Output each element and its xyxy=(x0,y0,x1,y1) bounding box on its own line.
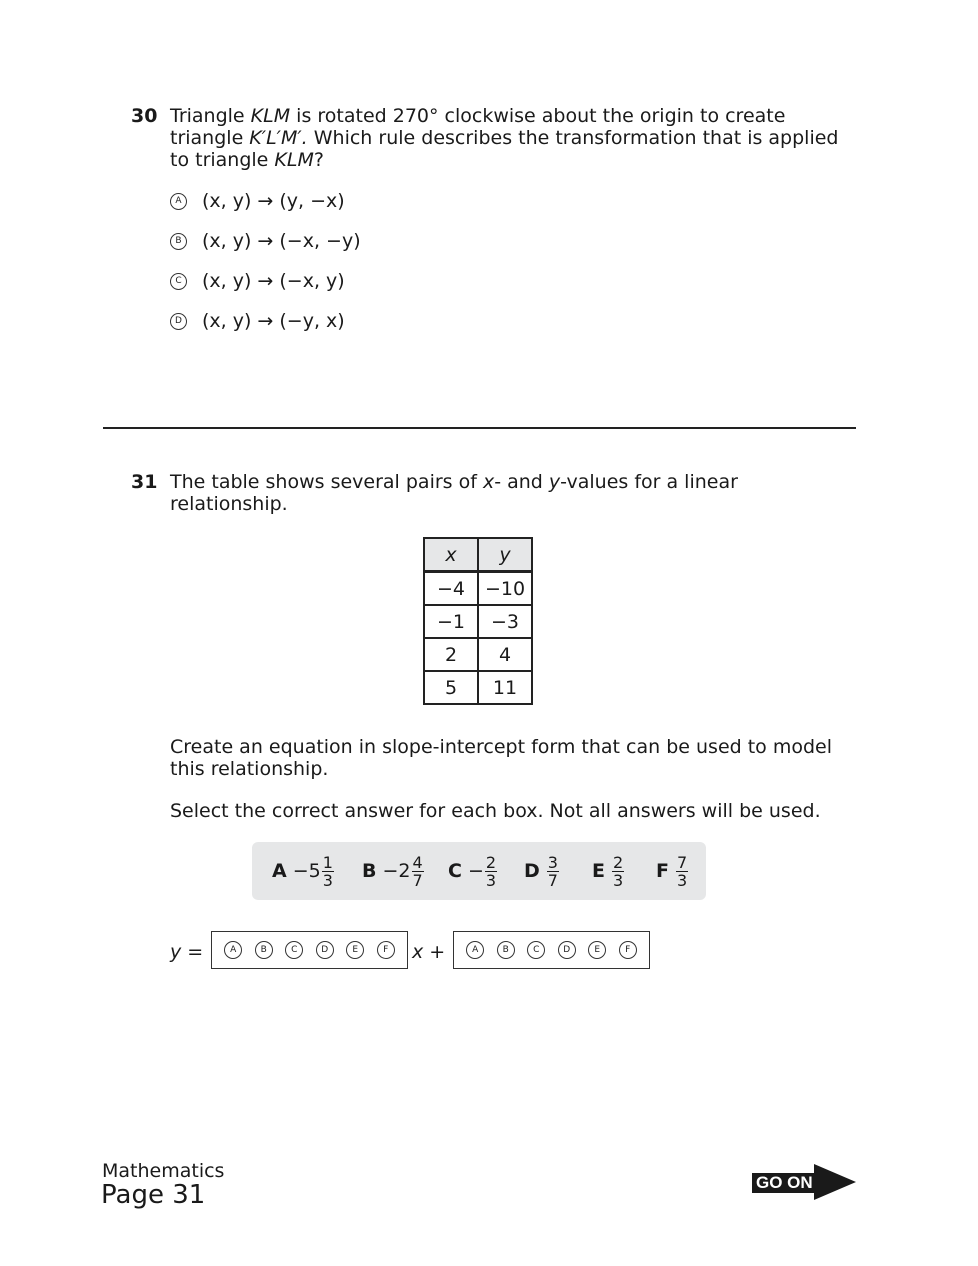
table-row xyxy=(424,638,532,671)
fraction-numerator: 3 xyxy=(547,852,558,872)
table-cell: 4 xyxy=(478,638,532,671)
stem-text: -values for a linear relationship. xyxy=(170,471,738,515)
option-text: (x, y) → (−x, y) xyxy=(202,270,345,292)
footer-subject: Mathematics xyxy=(102,1160,225,1182)
slope-bubble-d[interactable]: D xyxy=(316,941,334,959)
section-divider xyxy=(103,427,856,429)
choice-whole: 5 xyxy=(308,860,321,882)
table-cell: −4 xyxy=(424,572,478,606)
intercept-bubble-e[interactable]: E xyxy=(588,941,606,959)
option-b[interactable] xyxy=(170,229,361,253)
choice-fraction xyxy=(485,854,497,889)
question-stem xyxy=(170,471,861,515)
table-cell: −3 xyxy=(478,605,532,638)
intercept-bubble-d[interactable]: D xyxy=(558,941,576,959)
plus-sign: + xyxy=(423,941,446,963)
option-bubble[interactable]: C xyxy=(170,273,187,290)
question-30 xyxy=(131,105,861,332)
choice-label: A xyxy=(272,860,287,882)
fraction-denominator: 3 xyxy=(612,870,624,890)
intercept-answer-box[interactable] xyxy=(453,931,650,969)
stem-text: Which rule describes the transformation that is applied to triangle xyxy=(170,127,839,171)
intercept-bubble-c[interactable]: C xyxy=(527,941,545,959)
table-header-y: y xyxy=(478,538,532,572)
equation-variable: x xyxy=(412,941,424,963)
equals-sign: = xyxy=(181,941,204,963)
stem-text: The table shows several pairs of xyxy=(170,471,483,493)
choice-label: C xyxy=(448,860,462,882)
slope-bubble-a[interactable]: A xyxy=(224,941,242,959)
answer-bank xyxy=(252,842,706,900)
table-cell: −10 xyxy=(478,572,532,606)
choice-whole: 2 xyxy=(398,860,411,882)
option-text: (x, y) → (−y, x) xyxy=(202,310,345,332)
choice-fraction xyxy=(676,854,688,889)
slope-bubble-f[interactable]: F xyxy=(377,941,395,959)
stem-text: Triangle xyxy=(170,105,251,127)
stem-text: ? xyxy=(313,149,324,171)
table-cell: 11 xyxy=(478,671,532,704)
fraction-numerator: 7 xyxy=(676,852,688,872)
option-bubble[interactable]: A xyxy=(170,193,187,210)
answer-choice-a xyxy=(272,852,334,890)
question-number: 30 xyxy=(131,105,158,127)
table-row xyxy=(424,572,532,606)
option-text: (x, y) → (y, −x) xyxy=(202,190,345,212)
slope-bubble-c[interactable]: C xyxy=(285,941,303,959)
option-bubble[interactable]: B xyxy=(170,233,187,250)
equation-variable: y xyxy=(170,941,182,963)
stem-text: K′L′M′. xyxy=(249,127,308,149)
choice-sign: − xyxy=(467,860,484,882)
instruction-select: Select the correct answer for each box. Not all answers will be used. xyxy=(170,800,821,822)
intercept-bubble-f[interactable]: F xyxy=(619,941,637,959)
fraction-denominator: 7 xyxy=(412,870,423,890)
choice-sign: − xyxy=(382,860,399,882)
go-on-label: GO ON xyxy=(752,1173,822,1193)
intercept-bubble-b[interactable]: B xyxy=(497,941,515,959)
fraction-denominator: 3 xyxy=(485,870,497,890)
answer-choice-b xyxy=(362,852,424,890)
instruction-model: Create an equation in slope-intercept form that can be used to model this relationship. xyxy=(170,736,833,780)
xy-table xyxy=(423,537,533,705)
fraction-numerator: 2 xyxy=(485,852,497,872)
fraction-numerator: 2 xyxy=(612,852,624,872)
choice-label: D xyxy=(524,860,540,882)
choice-fraction xyxy=(547,854,559,889)
stem-text: - and xyxy=(494,471,549,493)
table-row xyxy=(424,605,532,638)
choice-sign: − xyxy=(292,860,309,882)
question-31 xyxy=(131,471,861,515)
slope-answer-box[interactable] xyxy=(211,931,408,969)
stem-text: x xyxy=(482,471,495,493)
answer-choice-d xyxy=(524,852,559,890)
page-number: Page 31 xyxy=(101,1180,206,1210)
equation-mid xyxy=(412,941,445,963)
question-number: 31 xyxy=(131,471,158,493)
option-c[interactable] xyxy=(170,269,345,293)
fraction-numerator: 1 xyxy=(322,852,333,872)
table-row xyxy=(424,671,532,704)
slope-bubble-b[interactable]: B xyxy=(255,941,273,959)
choice-label: F xyxy=(656,860,669,882)
choice-label: B xyxy=(362,860,377,882)
slope-bubble-e[interactable]: E xyxy=(346,941,364,959)
equation xyxy=(170,931,670,971)
table-cell: 5 xyxy=(424,671,478,704)
option-a[interactable] xyxy=(170,189,345,213)
table-header-x: x xyxy=(424,538,478,572)
answer-choice-f xyxy=(656,852,688,890)
stem-text: KLM xyxy=(250,105,291,127)
go-on-indicator xyxy=(752,1164,856,1200)
option-d[interactable] xyxy=(170,309,345,333)
choice-fraction xyxy=(612,854,624,889)
equation-lhs xyxy=(170,941,203,963)
stem-text: y xyxy=(548,471,561,493)
choice-fraction xyxy=(322,854,334,889)
answer-choice-c xyxy=(448,852,497,890)
table-cell: −1 xyxy=(424,605,478,638)
choice-fraction xyxy=(412,854,424,889)
fraction-denominator: 3 xyxy=(676,870,688,890)
question-stem xyxy=(170,105,861,171)
option-bubble[interactable]: D xyxy=(170,313,187,330)
answer-choice-e xyxy=(592,852,624,890)
stem-text: is rotated 270° clockwise about the origin to create triangle xyxy=(170,105,786,149)
fraction-denominator: 7 xyxy=(547,870,558,890)
fraction-denominator: 3 xyxy=(322,870,333,890)
choice-label: E xyxy=(592,860,605,882)
fraction-numerator: 4 xyxy=(412,852,423,872)
stem-text: KLM xyxy=(274,149,314,171)
table-cell: 2 xyxy=(424,638,478,671)
intercept-bubble-a[interactable]: A xyxy=(466,941,484,959)
option-text: (x, y) → (−x, −y) xyxy=(202,230,361,252)
